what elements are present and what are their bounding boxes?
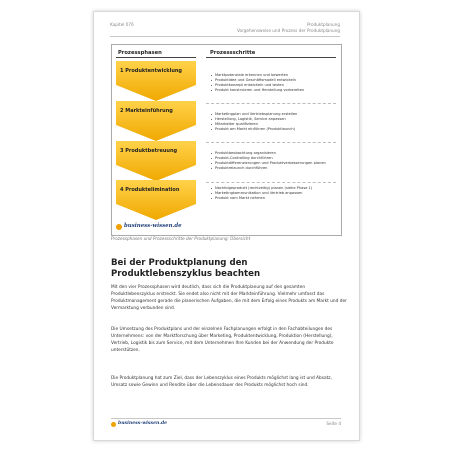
footer-divider [111, 418, 341, 419]
chevron-arrow-icon [116, 61, 196, 101]
phase-3-arrow [116, 141, 196, 181]
phase-4-label: 4 Produktelimination [120, 187, 180, 193]
header-divider [110, 36, 340, 37]
phase-1-arrow [116, 61, 196, 101]
chapter-label: Kapitel 076 [110, 22, 134, 27]
phase-3-steps [210, 151, 338, 171]
phase-3-label: 3 Produktbetreuung [120, 148, 178, 154]
phase-2-arrow [116, 101, 196, 141]
list-item: Marketingplan und Vertriebsplanung erstellen [210, 112, 338, 117]
list-item: Produktidee und Geschäftsmodell entwickeln [210, 78, 338, 83]
list-item: Mitarbeiter qualifizieren [210, 122, 338, 127]
header-title-line2: Vorgehensweise und Prozess der Produktplanung [236, 28, 340, 33]
list-item: Produktkonzept entwickeln und testen [210, 83, 338, 88]
phase-4-arrow [116, 180, 196, 220]
brand-name: business-wissen.de [124, 223, 182, 229]
brand-dot-icon [116, 224, 122, 230]
figure-caption: Prozessphasen und Prozessschritte der Produktplanung: Übersicht [111, 236, 251, 241]
list-item: Herstellung, Logistik, Service anpassen [210, 117, 338, 122]
chevron-arrow-icon [116, 180, 196, 220]
paragraph: Die Produktplanung hat zum Ziel, dass der Lebenszyklus eines Produkts möglichst lang ist und Absatz, Umsatz sowie Gewinn und Rendite über die Lebensdauer des Produkts möglichst hoch sind. [111, 376, 332, 389]
list-item: Produkt vom Markt nehmen [210, 196, 338, 201]
header-title [237, 22, 340, 34]
list-item: Marketingkommunikation und Vertrieb anpassen [210, 191, 338, 196]
phase-1-steps [210, 73, 338, 93]
list-item: Produkt konstruieren und Herstellung vorbereiten [210, 88, 338, 93]
list-item: Nachfolgeprodukt (rechtzeitig) planen (siehe Phase 1) [210, 186, 338, 191]
phase-2-steps [210, 112, 338, 132]
chevron-arrow-icon [116, 141, 196, 181]
column-header-steps: Prozessschritte [210, 50, 256, 56]
phase-4-steps [210, 186, 338, 201]
phase-divider [206, 182, 336, 183]
header-rule-right [206, 57, 336, 58]
footer-brand-logo [111, 421, 191, 429]
list-item: Produktrelaunch durchführen [210, 166, 338, 171]
brand-dot-icon [111, 422, 116, 427]
paragraph: Die Umsetzung des Produktplans und der einzelnen Fachplanungen erfolgt in den Fachabteilungen des Unternehmens: von der Marktforschung über Marketing, Produktentwicklung, Produktion (Herstellung), Vertrieb, Logistik bis zum Service, mit dem Unternehmen Ihre Kunden bei der Anwendung der Produkte unterstützen. [111, 327, 334, 354]
phase-1-label: 1 Produktentwicklung [120, 68, 183, 74]
page-header [110, 22, 340, 38]
list-item: Produkt-Controlling durchführen [210, 156, 338, 161]
list-item: Produktbeobachtung organisieren [210, 151, 338, 156]
section-heading: Bei der Produktplanung den Produktlebenszyklus beachten [111, 258, 261, 279]
header-rule-left [116, 57, 196, 58]
list-item: Produkt am Markt einführen (Produktlaunch) [210, 127, 338, 132]
header-title-line1: Produktplanung [306, 22, 340, 27]
process-figure [111, 44, 342, 236]
paragraph: Mit den vier Prozessphasen wird deutlich, dass sich die Produktplanung auf den gesamten Produktlebenszyklus erstreckt. Sie endet also nicht mit der Markteinführung. Vielmehr umfasst das Produktmanagement gerade die planerischen Aufgaben, die mit dem Erfolg eines Produkts am Markt und der Vermarktung verbunden sind. [111, 285, 347, 312]
list-item: Marktpotenziale erkennen und bewerten [210, 73, 338, 78]
list-item: Produktdifferenzierungen und Produktverbesserungen planen [210, 161, 338, 166]
column-header-phases: Prozessphasen [118, 50, 162, 56]
phase-divider [206, 103, 336, 104]
footer-brand-name: business-wissen.de [118, 421, 168, 426]
page-number: Seite 4 [326, 421, 341, 426]
chevron-arrow-icon [116, 101, 196, 141]
phase-divider [206, 142, 336, 143]
phase-2-label: 2 Markteinführung [120, 108, 173, 114]
